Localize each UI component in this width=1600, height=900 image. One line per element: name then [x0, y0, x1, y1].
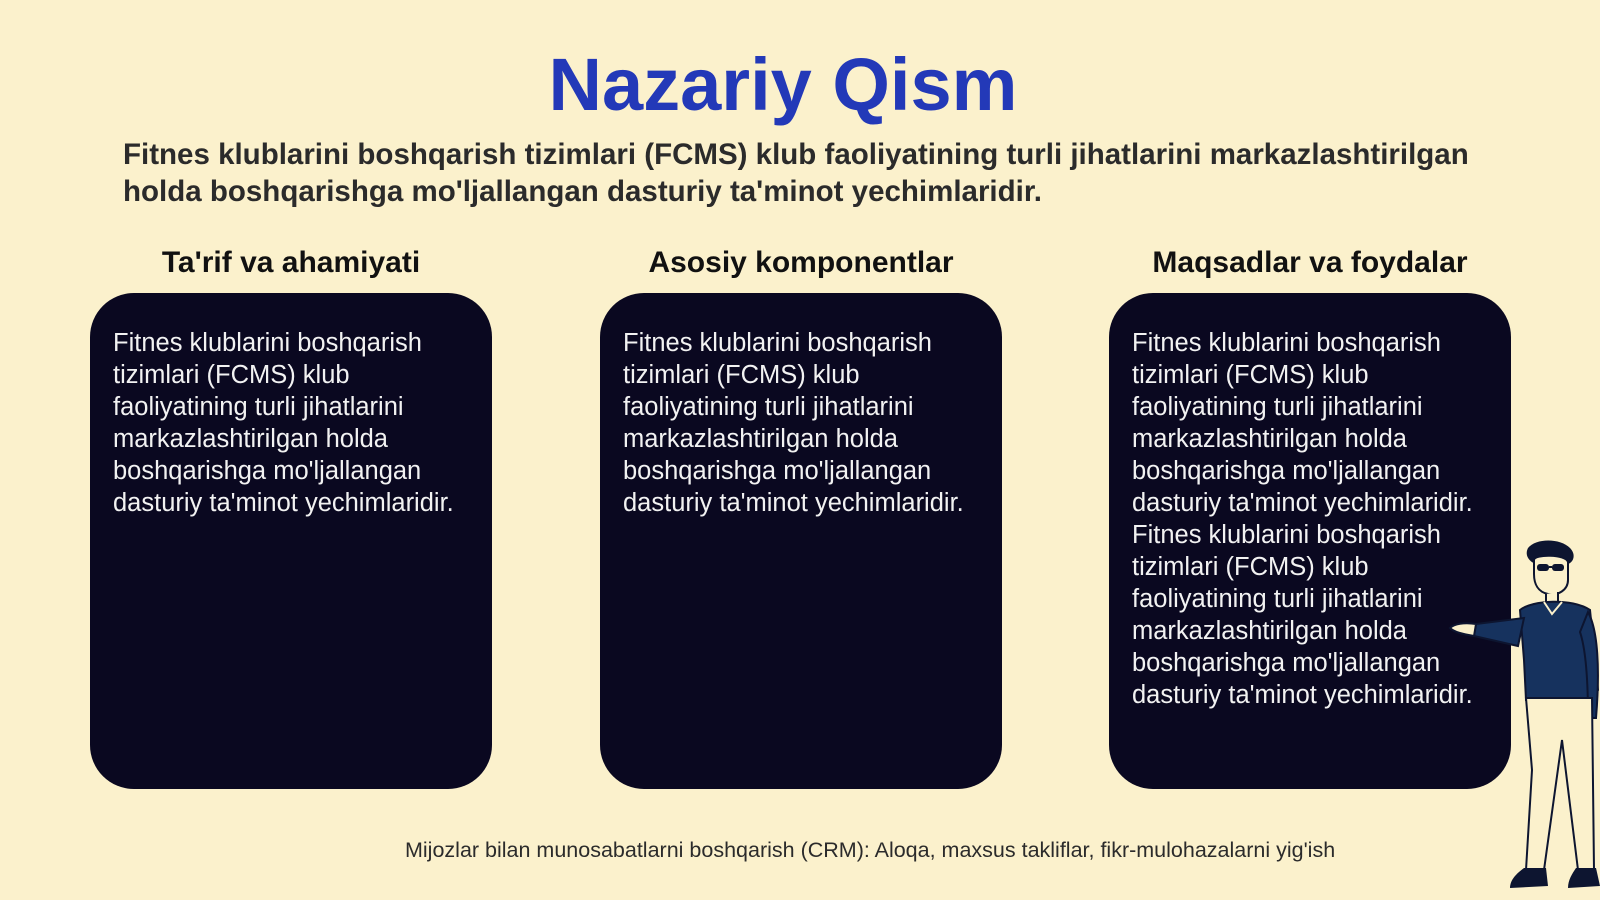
card-text: Fitnes klublarini boshqarish tizimlari (FCMS) klub faoliyatining turli jihatlarini markazlashtirilgan holda boshqarishga mo'ljallangan dasturiy ta'minot yechimlaridir. — [113, 329, 454, 517]
column-heading: Ta'rif va ahamiyati — [161, 246, 421, 279]
card-text: Fitnes klublarini boshqarish tizimlari (FCMS) klub faoliyatining turli jihatlarini markazlashtirilgan holda boshqarishga mo'ljallangan dasturiy ta'minot yechimlaridir. — [1132, 521, 1473, 709]
presenting-man-illustration — [1440, 540, 1600, 900]
footer-text: Mijozlar bilan munosabatlarni boshqarish (CRM): Aloqa, maxsus takliflar, fikr-mulohazalarni yig'ish — [405, 838, 1336, 862]
slide-title: Nazariy Qism — [548, 43, 1018, 126]
column-maqsadlar — [1109, 243, 1511, 709]
column-tarif — [90, 243, 492, 517]
column-heading: Asosiy komponentlar — [648, 246, 954, 279]
column-heading: Maqsadlar va foydalar — [1152, 246, 1468, 279]
column-komponentlar — [600, 243, 1002, 517]
card-text: Fitnes klublarini boshqarish tizimlari (FCMS) klub faoliyatining turli jihatlarini markazlashtirilgan holda boshqarishga mo'ljallangan dasturiy ta'minot yechimlaridir. — [1132, 329, 1473, 517]
lead-paragraph: Fitnes klublarini boshqarish tizimlari (FCMS) klub faoliyatining turli jihatlarini markazlashtirilgan holda boshqarishga mo'ljallangan dasturiy ta'minot yechimlaridir. — [123, 138, 1469, 208]
card-text: Fitnes klublarini boshqarish tizimlari (FCMS) klub faoliyatining turli jihatlarini markazlashtirilgan holda boshqarishga mo'ljallangan dasturiy ta'minot yechimlaridir. — [623, 329, 964, 517]
content-card — [90, 293, 492, 789]
content-card — [600, 293, 1002, 789]
